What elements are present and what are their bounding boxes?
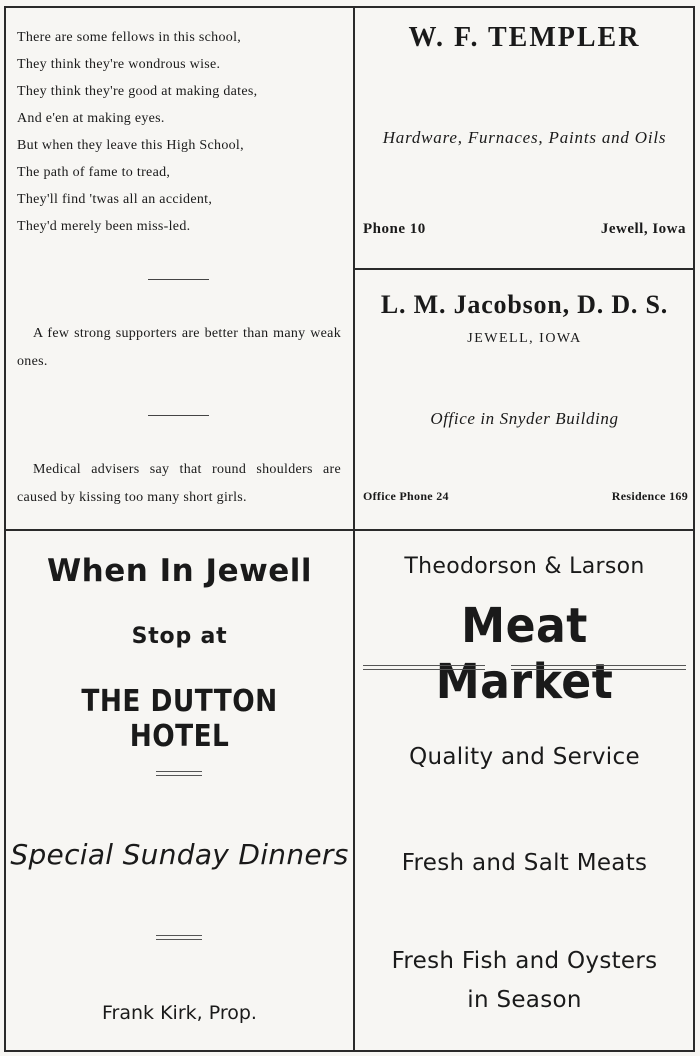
poem-line: They'll find 'twas all an accident, — [17, 192, 213, 207]
ornamental-double-rule — [511, 665, 686, 670]
separator-rule — [148, 415, 209, 416]
right-upper-divider — [353, 268, 695, 270]
jacobson-office-phone: Office Phone 24 — [363, 489, 449, 503]
jacobson-name: L. M. Jacobson, D. D. S. — [380, 290, 669, 319]
poem-line: There are some fellows in this school, — [17, 30, 242, 45]
market-name: Meat Market — [435, 598, 614, 710]
templer-phone: Phone 10 — [363, 221, 426, 237]
templer-name: W. F. TEMPLER — [408, 22, 641, 53]
poem-line: They'd merely been miss-led. — [17, 219, 191, 234]
market-meats: Fresh and Salt Meats — [401, 850, 648, 876]
top-border — [4, 6, 695, 8]
poem-line: They think they're good at making dates, — [17, 84, 258, 99]
middle-divider — [4, 529, 695, 531]
ornamental-double-rule — [363, 665, 485, 670]
ornamental-double-rule — [156, 935, 202, 940]
templer-goods: Hardware, Furnaces, Paints and Oils — [382, 128, 667, 147]
jacobson-office: Office in Snyder Building — [430, 409, 619, 428]
poem-line: They think they're wondrous wise. — [17, 57, 221, 72]
templer-location: Jewell, Iowa — [600, 221, 686, 237]
market-season: in Season — [467, 987, 582, 1013]
ornamental-double-rule — [156, 771, 202, 776]
dutton-stop: Stop at — [131, 624, 228, 649]
supporters-saying: A few strong supporters are better than many weak ones. — [17, 326, 341, 369]
dutton-proprietor: Frank Kirk, Prop. — [102, 1002, 257, 1024]
jacobson-residence: Residence 169 — [611, 489, 688, 503]
market-fish: Fresh Fish and Oysters — [391, 948, 658, 974]
jacobson-city: JEWELL, IOWA — [467, 331, 582, 346]
separator-rule — [148, 279, 209, 280]
poem-line: And e'en at making eyes. — [17, 111, 165, 126]
bottom-border — [4, 1050, 695, 1052]
market-owners: Theodorson & Larson — [404, 554, 645, 579]
market-quality: Quality and Service — [409, 744, 640, 770]
dutton-headline: When In Jewell — [46, 553, 313, 589]
dutton-special: Special Sunday Dinners — [10, 838, 349, 871]
medical-saying: Medical advisers say that round shoulders are caused by kissing too many short girls. — [17, 462, 341, 505]
dutton-hotel-name: THE DUTTON HOTEL — [81, 684, 278, 754]
poem-line: But when they leave this High School, — [17, 138, 244, 153]
poem-line: The path of fame to tread, — [17, 165, 171, 180]
